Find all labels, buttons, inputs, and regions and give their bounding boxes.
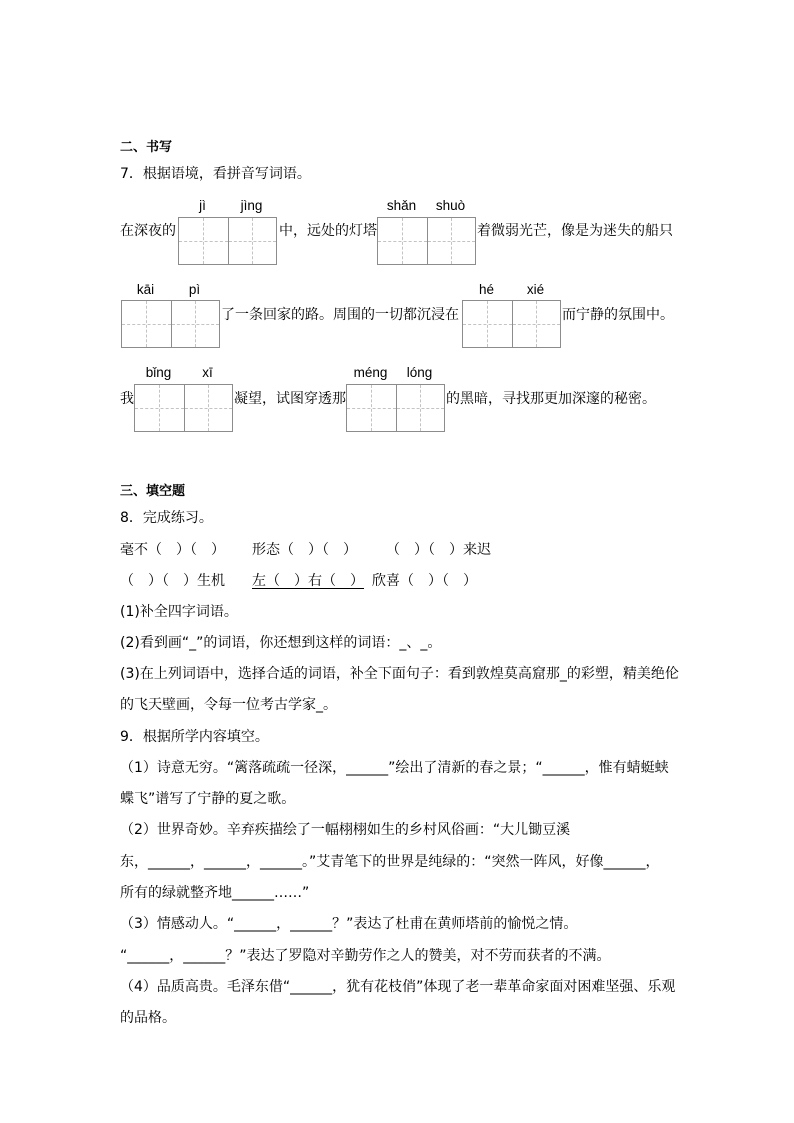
q9-part2-line2: 东，______，______，______。”艾青笔下的世界是纯绿的：“突然一阵风，好像______， [120, 854, 660, 870]
pinyin-meng: méng [353, 365, 388, 380]
pinyin-bing: bǐng [145, 365, 172, 380]
grid-cell[interactable] [396, 385, 445, 431]
pinyin-kai: kāi [136, 282, 155, 297]
question-9-prompt: 9．根据所学内容填空。 [120, 729, 269, 745]
grid-cell[interactable] [463, 301, 512, 347]
line1-text-middle: 中，远处的灯塔 [279, 223, 377, 239]
line1-text-before: 在深夜的 [120, 223, 176, 239]
grid-cell[interactable] [122, 301, 171, 347]
word-item: 欣喜（ ）（ ） [372, 573, 477, 589]
pinyin-shan: shǎn [386, 198, 417, 213]
answer-grid-shanshuo[interactable] [377, 217, 476, 265]
line2-text-after: 而宁静的氛围中。 [562, 307, 674, 323]
grid-cell[interactable] [512, 301, 561, 347]
q9-part4-line2: 的品格。 [120, 1010, 176, 1026]
q8-sub2: (2)看到画“_”的词语，你还想到这样的词语：_、_。 [120, 635, 442, 651]
question-8-prompt: 8．完成练习。 [120, 510, 213, 526]
pinyin-pi: pì [188, 282, 201, 297]
answer-grid-bingxi[interactable] [134, 384, 233, 432]
q8-sub1: (1)补全四字词语。 [120, 604, 238, 620]
q9-part4-line1: （4）品质高贵。毛泽东借“______，犹有花枝俏”体现了老一辈革命家面对困难坚强、乐观 [120, 979, 676, 995]
word-item: 形态（ ）（ ） [252, 542, 357, 558]
answer-grid-menglong[interactable] [346, 384, 445, 432]
line3-text-middle: 凝望，试图穿透那 [234, 391, 346, 407]
underlined-word-item: 左（ ）右（ ） [252, 573, 364, 589]
word-item: 毫不（ ）（ ） [120, 542, 225, 558]
q9-part2-line3: 所有的绿就整齐地______……” [120, 885, 310, 901]
answer-grid-jijing[interactable] [178, 217, 277, 265]
pinyin-shuo: shuò [435, 198, 466, 213]
grid-cell[interactable] [427, 218, 476, 264]
q9-part3-line2: “______，______？”表达了罗隐对辛勤劳作之人的赞美，对不劳而获者的不满。 [120, 948, 611, 964]
question-7-prompt: 7．根据语境，看拼音写词语。 [120, 166, 311, 182]
answer-grid-hexie[interactable] [462, 300, 561, 348]
pinyin-xie: xié [526, 282, 545, 297]
pinyin-xi: xī [202, 365, 213, 380]
q9-part1-line2: 蝶飞”谱写了宁静的夏之歌。 [120, 791, 296, 807]
grid-cell[interactable] [179, 218, 228, 264]
grid-cell[interactable] [347, 385, 396, 431]
line3-text-after: 的黑暗，寻找那更加深邃的秘密。 [446, 391, 656, 407]
word-item: （ ）（ ）来迟 [386, 542, 491, 558]
pinyin-ji: jì [199, 198, 206, 213]
grid-cell[interactable] [378, 218, 427, 264]
q8-sub3-line1: (3)在上列词语中，选择合适的词语，补全下面句子：看到敦煌莫高窟那_的彩塑，精美绝伦 [120, 666, 679, 682]
line2-text-middle: 了一条回家的路。周围的一切都沉浸在 [221, 307, 459, 323]
section-title-fill: 三、填空题 [120, 484, 186, 499]
line1-text-after: 着微弱光芒，像是为迷失的船只 [477, 223, 673, 239]
q8-sub3-line2: 的飞天壁画，令每一位考古学家_。 [120, 697, 337, 713]
answer-grid-kaipi[interactable] [121, 300, 220, 348]
grid-cell[interactable] [184, 385, 233, 431]
pinyin-he: hé [478, 282, 495, 297]
q9-part3-line1: （3）情感动人。“______，______？”表达了杜甫在黄师塔前的愉悦之情。 [120, 916, 578, 932]
word-item: （ ）（ ）生机 [120, 573, 225, 589]
q9-part1-line1: （1）诗意无穷。“篱落疏疏一径深，______”绘出了清新的春之景；“______，惟有蜻蜓蛱 [120, 760, 669, 776]
line3-text-before: 我 [120, 391, 134, 407]
pinyin-long: lóng [406, 365, 433, 380]
q9-part2-line1: （2）世界奇妙。辛弃疾描绘了一幅栩栩如生的乡村风俗画：“大儿锄豆溪 [120, 822, 571, 838]
grid-cell[interactable] [135, 385, 184, 431]
grid-cell[interactable] [171, 301, 220, 347]
section-title-writing: 二、书写 [120, 140, 173, 155]
pinyin-jing: jìng [240, 198, 263, 213]
grid-cell[interactable] [228, 218, 277, 264]
